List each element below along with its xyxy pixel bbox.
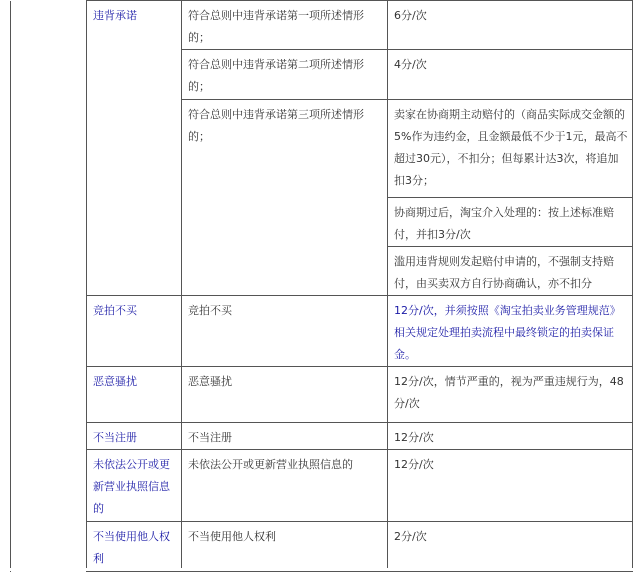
penalty-cell: 12分/次，情节严重的，视为严重违规行为，48分/次 (388, 367, 633, 423)
table-row (11, 450, 633, 522)
penalty-rules-table (10, 0, 633, 572)
category-cell: 竞拍不买 (87, 296, 182, 367)
penalty-cell: 12分/次 (388, 450, 633, 522)
penalty-cell: 滥用违背规则发起赔付申请的，不强制支持赔付，由买卖双方自行协商确认，亦不扣分 (388, 247, 633, 296)
category-cell: 不当注册 (87, 423, 182, 450)
penalty-cell: 6分/次 (388, 1, 633, 50)
behavior-cell: 符合总则中违背承诺第一项所述情形的； (182, 1, 388, 50)
behavior-cell: 竞拍不买 (182, 296, 388, 367)
penalty-cell: 卖家在协商期主动赔付的（商品实际成交金额的5%作为违约金，且金额最低不少于1元，最高不超过30元），不扣分；但每累计达3次，将追加扣3分； (388, 100, 633, 198)
table-row (11, 296, 633, 367)
behavior-cell: 不当注册 (182, 423, 388, 450)
penalty-lead-text: 12分/次， (394, 304, 445, 317)
table-row (11, 367, 633, 423)
auction-rule-link[interactable]: 并须按照《淘宝拍卖业务管理规范》相关规定处理拍卖流程中最终锁定的拍卖保证金。 (394, 304, 621, 361)
behavior-cell: 未依法公开或更新营业执照信息的 (182, 450, 388, 522)
behavior-cell: 符合总则中违背承诺第三项所述情形的； (182, 100, 388, 296)
penalty-cell: 4分/次 (388, 50, 633, 100)
left-edge-cell (11, 1, 87, 572)
table-row (11, 1, 633, 50)
behavior-cell: 不当使用他人权利 (182, 522, 388, 572)
behavior-cell: 恶意骚扰 (182, 367, 388, 423)
behavior-cell: 符合总则中违背承诺第二项所述情形的； (182, 50, 388, 100)
penalty-cell (388, 296, 633, 367)
penalty-cell: 2分/次 (388, 522, 633, 572)
penalty-cell: 协商期过后，淘宝介入处理的：按上述标准赔付，并扣3分/次 (388, 198, 633, 247)
category-cell: 不当使用他人权利 (87, 522, 182, 572)
table-row (11, 522, 633, 572)
category-cell: 恶意骚扰 (87, 367, 182, 423)
category-cell: 未依法公开或更新营业执照信息的 (87, 450, 182, 522)
penalty-cell: 12分/次 (388, 423, 633, 450)
table-row (11, 423, 633, 450)
category-cell: 违背承诺 (87, 1, 182, 296)
